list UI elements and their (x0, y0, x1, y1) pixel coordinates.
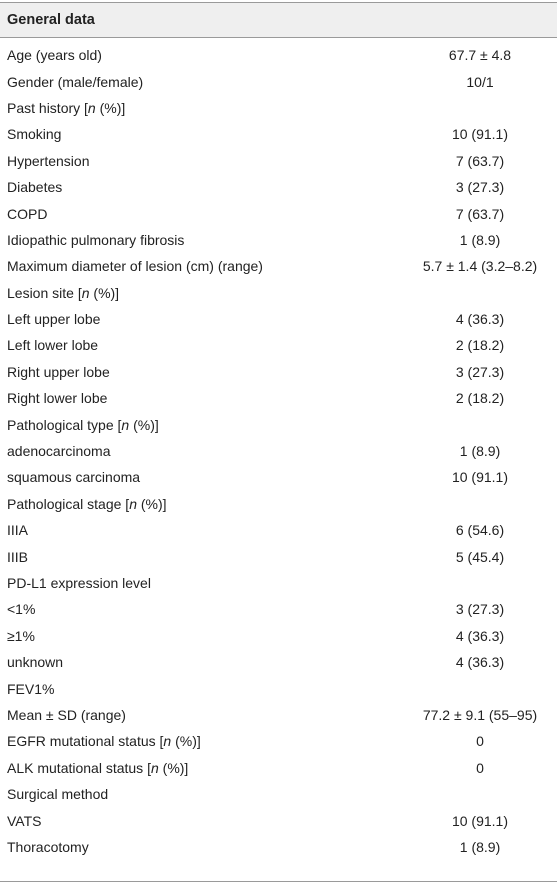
table-row (0, 807, 557, 833)
row-label (7, 285, 557, 301)
table-row (0, 675, 557, 701)
row-label: IIIA (7, 522, 29, 539)
row-value: 7 (63.7) (455, 205, 505, 222)
table-row (0, 200, 557, 226)
row-value: 7 (63.7) (455, 152, 505, 169)
table-row (0, 728, 557, 754)
row-value: 10 (91.1) (451, 469, 509, 486)
table-row (0, 438, 557, 464)
table-row (0, 121, 557, 147)
row-label-suffix: (%)] (137, 495, 167, 512)
row-label-suffix: (%)] (158, 759, 189, 776)
row-value: 6 (54.6) (455, 522, 505, 539)
table-row (0, 42, 557, 68)
row-label-prefix: ALK mutational status [ (7, 759, 151, 776)
row-label: Gender (male/female) (7, 73, 144, 90)
row-label-italic: n (81, 284, 90, 301)
row-label-italic: n (163, 733, 172, 750)
row-value: 4 (36.3) (455, 627, 505, 644)
row-value: 67.7 ± 4.8 (448, 47, 512, 64)
table-body (0, 38, 557, 860)
row-value: 5.7 ± 1.4 (3.2–8.2) (422, 258, 538, 275)
table-row (0, 68, 557, 94)
row-label-suffix: (%)] (95, 99, 126, 116)
row-value: 4 (36.3) (455, 311, 505, 328)
table-row (0, 306, 557, 332)
row-label: Mean ± SD (range) (7, 706, 126, 723)
table-row (0, 702, 557, 728)
row-label: Surgical method (7, 786, 109, 803)
table-row (0, 95, 557, 121)
row-value: 1 (8.9) (459, 838, 501, 855)
row-label-italic: n (121, 416, 130, 433)
row-label-italic: n (129, 495, 137, 512)
row-value: 77.2 ± 9.1 (55–95) (422, 706, 538, 723)
row-label-prefix: Lesion site [ (7, 284, 82, 301)
row-label: Thoracotomy (7, 838, 89, 855)
row-value: 2 (18.2) (455, 337, 505, 354)
table-header (0, 2, 557, 38)
row-value: 5 (45.4) (455, 548, 505, 565)
table-row (0, 385, 557, 411)
row-value: 1 (8.9) (459, 443, 501, 460)
row-value: 10/1 (466, 73, 494, 90)
table-row (0, 491, 557, 517)
row-label: Hypertension (7, 152, 90, 169)
row-label: PD-L1 expression level (7, 575, 151, 591)
row-label-italic: n (150, 759, 159, 776)
row-label: Right upper lobe (7, 363, 110, 380)
row-label (7, 100, 557, 116)
row-label: unknown (7, 654, 64, 671)
table-row (0, 359, 557, 385)
row-label: adenocarcinoma (7, 443, 111, 460)
row-value: 3 (27.3) (455, 601, 505, 618)
row-value: 0 (476, 759, 484, 776)
general-data-table (0, 2, 557, 885)
row-label-suffix: (%)] (89, 284, 120, 301)
row-label-suffix: (%)] (171, 733, 201, 750)
table-row (0, 596, 557, 622)
row-label: FEV1% (7, 680, 55, 697)
row-label (7, 417, 557, 433)
row-label: Diabetes (7, 179, 63, 196)
row-label: Left upper lobe (7, 311, 101, 328)
row-label: Maximum diameter of lesion (cm) (range) (7, 258, 263, 275)
row-value: 4 (36.3) (455, 654, 505, 671)
table-row (0, 464, 557, 490)
row-label: Smoking (7, 126, 62, 143)
table-row (0, 148, 557, 174)
row-value: 0 (476, 733, 484, 750)
row-label: <1% (7, 601, 36, 618)
row-value: 3 (27.3) (455, 179, 505, 196)
row-value: 2 (18.2) (455, 390, 505, 407)
row-label-prefix: EGFR mutational status [ (7, 733, 164, 750)
row-value: 3 (27.3) (455, 363, 505, 380)
row-label: COPD (7, 205, 48, 222)
row-label-italic: n (87, 99, 96, 116)
row-label: Right lower lobe (7, 390, 108, 407)
row-label: VATS (7, 812, 42, 829)
row-value: 10 (91.1) (451, 812, 509, 829)
row-label: Idiopathic pulmonary fibrosis (7, 231, 185, 248)
row-label-prefix: Pathological type [ (7, 416, 122, 433)
row-label: Left lower lobe (7, 337, 99, 354)
table-row (0, 517, 557, 543)
table-row (0, 649, 557, 675)
row-label-suffix: (%)] (129, 416, 159, 433)
table-row (0, 174, 557, 200)
row-value: 1 (8.9) (459, 231, 501, 248)
table-header-title: General data (7, 12, 95, 28)
table-row (0, 543, 557, 569)
table-row (0, 781, 557, 807)
table-row (0, 332, 557, 358)
table-row (0, 834, 557, 860)
table-row (0, 227, 557, 253)
row-label: squamous carcinoma (7, 469, 141, 486)
table-row (0, 623, 557, 649)
row-label: Age (years old) (7, 47, 102, 64)
table-row (0, 570, 557, 596)
row-label: ≥1% (7, 627, 35, 644)
row-label-prefix: Pathological stage [ (7, 495, 130, 512)
table-row (0, 755, 557, 781)
table-row (0, 411, 557, 437)
row-label (7, 496, 557, 512)
table-row (0, 280, 557, 306)
row-label-prefix: Past history [ (7, 99, 88, 116)
bottom-rule (0, 881, 557, 882)
row-value: 10 (91.1) (451, 126, 509, 143)
row-label: IIIB (7, 548, 29, 565)
table-row (0, 253, 557, 279)
